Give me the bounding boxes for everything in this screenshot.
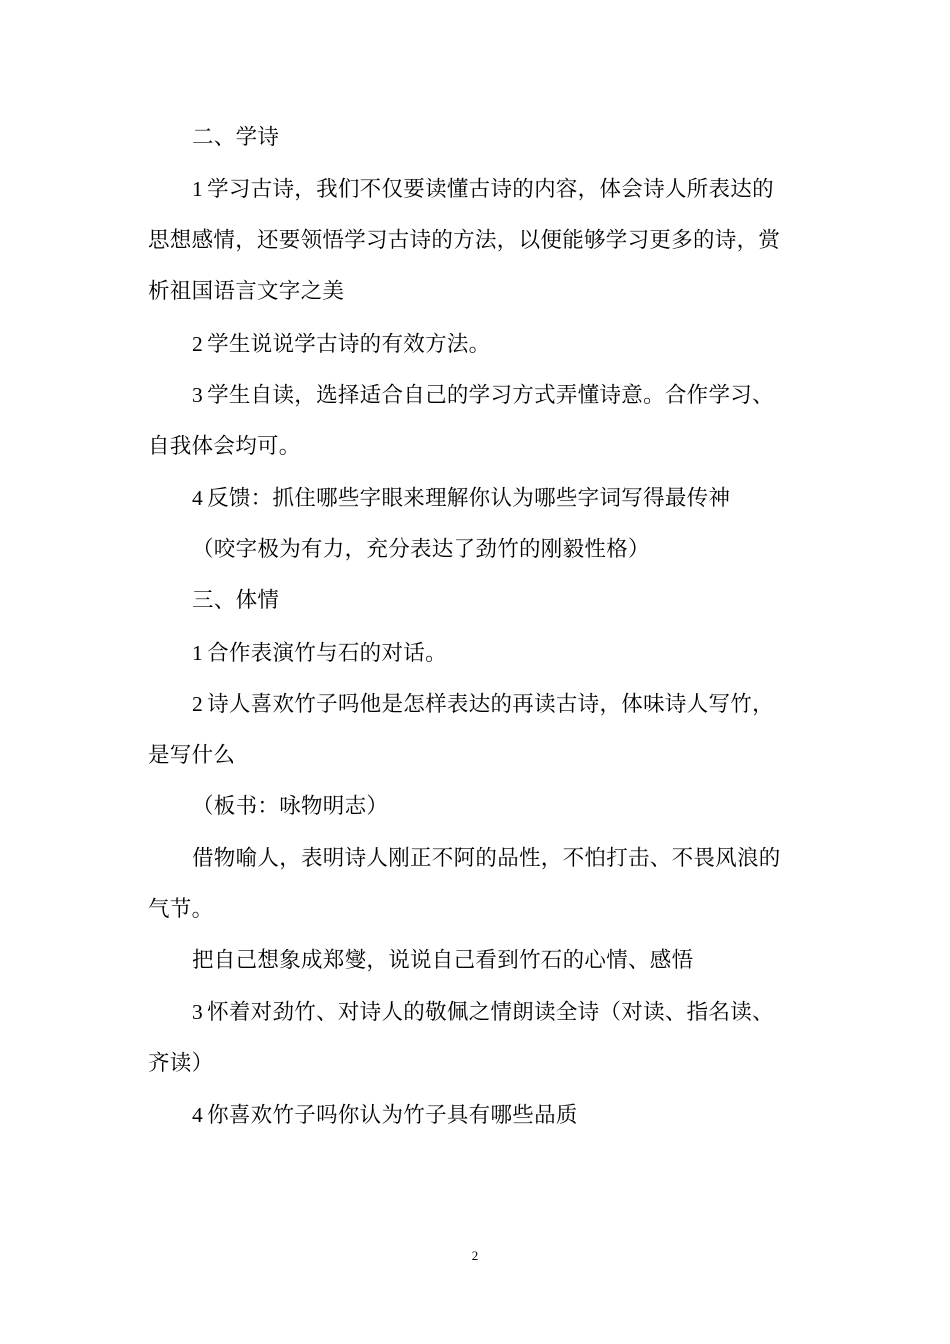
paragraph-line: 自我体会均可。 bbox=[148, 434, 301, 459]
paragraph-line: 2 诗人喜欢竹子吗他是怎样表达的再读古诗，体味诗人写竹， bbox=[192, 692, 774, 717]
paragraph-line: 析祖国语言文字之美 bbox=[148, 279, 345, 304]
paragraph-line: 2 学生说说学古诗的有效方法。 bbox=[192, 332, 491, 357]
blackboard-note: （板书：咏物明志） bbox=[192, 794, 389, 819]
paragraph-line: 气节。 bbox=[148, 897, 214, 922]
paragraph-line: 思想感情，还要领悟学习古诗的方法，以便能够学习更多的诗，赏 bbox=[148, 228, 781, 253]
paragraph-line: 3 学生自读，选择适合自己的学习方式弄懂诗意。合作学习、 bbox=[192, 383, 774, 408]
paragraph-line: 借物喻人，表明诗人刚正不阿的品性，不怕打击、不畏风浪的 bbox=[192, 846, 781, 871]
paragraph-line: 把自己想象成郑燮，说说自己看到竹石的心情、感悟 bbox=[192, 948, 694, 973]
heading-feel-emotion: 三、体情 bbox=[192, 588, 280, 613]
paragraph-line: 3 怀着对劲竹、对诗人的敬佩之情朗读全诗（对读、指名读、 bbox=[192, 1000, 774, 1025]
paragraph-line: 4 反馈：抓住哪些字眼来理解你认为哪些字词写得最传神 bbox=[192, 486, 731, 511]
page-number: 2 bbox=[471, 1248, 479, 1263]
paragraph-line: 是写什么 bbox=[148, 743, 236, 768]
paragraph-line: 1 学习古诗，我们不仅要读懂古诗的内容，体会诗人所表达的 bbox=[192, 177, 774, 202]
paragraph-line: （咬字极为有力，充分表达了劲竹的刚毅性格） bbox=[192, 537, 650, 562]
heading-learn-poem: 二、学诗 bbox=[192, 125, 280, 150]
paragraph-line: 1 合作表演竹与石的对话。 bbox=[192, 641, 447, 666]
paragraph-line: 齐读） bbox=[148, 1051, 214, 1076]
paragraph-line: 4 你喜欢竹子吗你认为竹子具有哪些品质 bbox=[192, 1103, 578, 1128]
